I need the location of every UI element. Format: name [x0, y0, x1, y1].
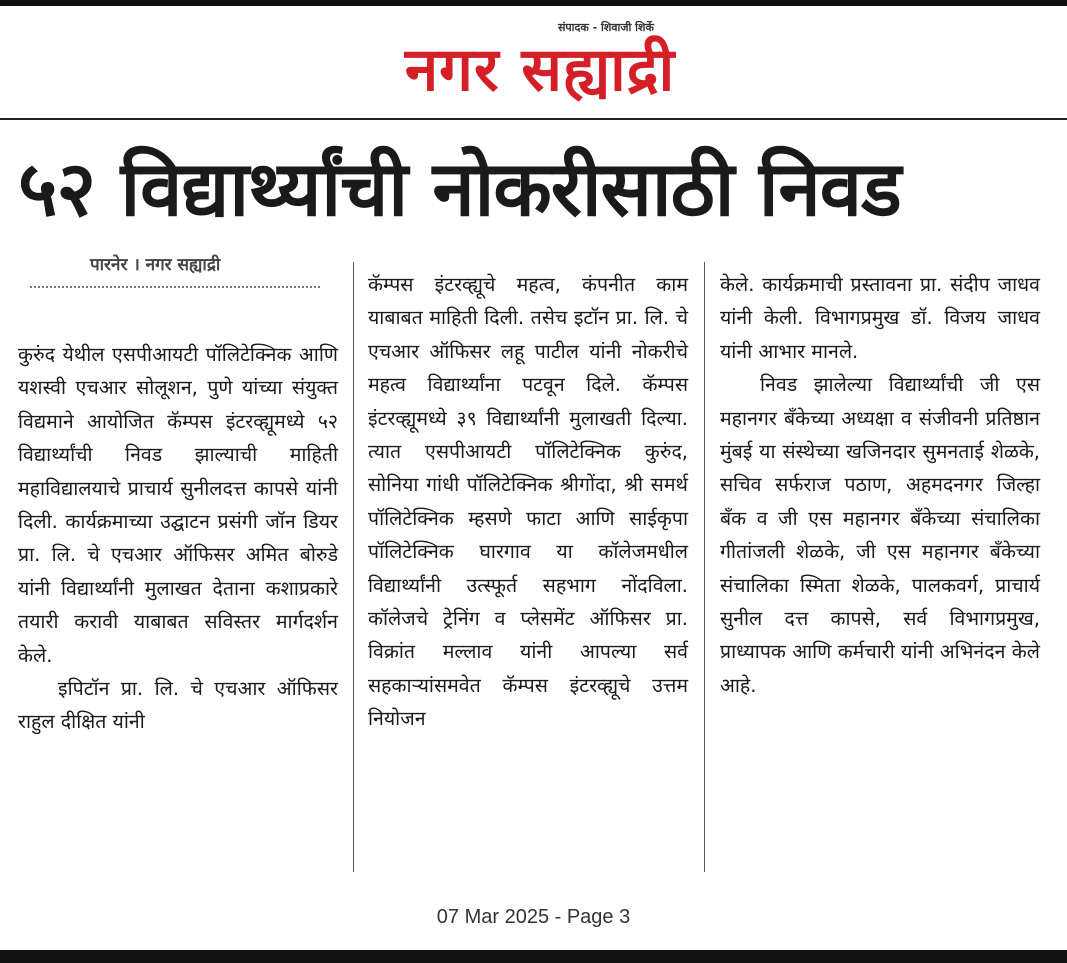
article-column-2 — [368, 268, 688, 873]
masthead — [0, 12, 1067, 112]
dateline-divider — [30, 286, 320, 288]
paragraph: इपिटॉन प्रा. लि. चे एचआर ऑफिसर राहुल दीक्षित यांनी — [18, 677, 338, 734]
article-column-1 — [18, 338, 338, 873]
top-border — [0, 0, 1067, 6]
masthead-rule — [0, 118, 1067, 120]
column-divider — [353, 262, 354, 872]
article-column-3 — [720, 268, 1040, 873]
page-footer: 07 Mar 2025 - Page 3 — [436, 906, 631, 928]
paragraph: कुरुंद येथील एसपीआयटी पॉलिटेक्निक आणि यशस्वी एचआर सोलूशन, पुणे यांच्या संयुक्त विद्यमाने आयोजित कॅम्पस इंटरव्ह्यूमध्ये ५२ विद्यार्थ्यांची निवड झाल्याची माहिती महाविद्यालयाचे प्राचार्य सुनीलदत्त कापसे यांनी दिली. कार्यक्रमाच्या उद्घाटन प्रसंगी जॉन डियर प्रा. लि. चे एचआर ऑफिसर अमित बोरुडे यांनी विद्यार्थ्यांनी मुलाखत देताना कशाप्रकारे तयारी करावी याबाबत सविस्तर मार्गदर्शन केले. — [18, 343, 338, 667]
paragraph: कॅम्पस इंटरव्ह्यूचे महत्व, कंपनीत काम याबाबत माहिती दिली. तसेच इटॉन प्रा. लि. चे एचआर ऑफिसर लहू पाटील यांनी नोकरीचे महत्व विद्यार्थ्यांना पटवून दिले. कॅम्पस इंटरव्ह्यूमध्ये ३९ विद्यार्थ्यांनी मुलाखती दिल्या. त्यात एसपीआयटी पॉलिटेक्निक कुरुंद, सोनिया गांधी पॉलिटेक्निक श्रीगोंदा, श्री समर्थ पॉलिटेक्निक म्हसणे फाटा आणि साईकृपा पॉलिटेक्निक घारगाव या कॉलेजमधील विद्यार्थ्यांनी उत्स्फूर्त सहभाग नोंदविला. कॉलेजचे ट्रेनिंग व प्लेसमेंट ऑफिसर प्रा. विक्रांत मल्लाव यांनी आपल्या सर्व सहकाऱ्यांसमवेत कॅम्पस इंटरव्ह्यूचे उत्तम नियोजन — [368, 273, 688, 731]
article-headline: ५२ विद्यार्थ्यांची नोकरीसाठी निवड — [18, 144, 901, 233]
column-divider — [704, 262, 705, 872]
article-dateline: पारनेर । नगर सह्याद्री — [90, 255, 221, 275]
bottom-border — [0, 950, 1067, 963]
paragraph: निवड झालेल्या विद्यार्थ्यांची जी एस महानगर बँकेच्या अध्यक्षा व संजीवनी प्रतिष्ठान मुंबई या संस्थेच्या खजिनदार सुमनताई शेळके, सचिव सर्फराज पठाण, अहमदनगर जिल्हा बँक व जी एस महानगर बँकेच्या संचालिका गीतांजली शेळके, जी एस महानगर बँकेच्या संचालिका स्मिता शेळके, पालकवर्ग, प्राचार्य सुनील दत्त कापसे, सर्व विभागप्रमुख, प्राध्यापक आणि कर्मचारी यांनी अभिनंदन केले आहे. — [720, 373, 1040, 697]
editor-credit: संपादक - शिवाजी शिर्के — [558, 21, 654, 34]
newspaper-logo: नगर सह्याद्री — [404, 35, 676, 105]
paragraph: केले. कार्यक्रमाची प्रस्तावना प्रा. संदीप जाधव यांनी केली. विभागप्रमुख डॉ. विजय जाधव यांनी आभार मानले. — [720, 273, 1040, 363]
